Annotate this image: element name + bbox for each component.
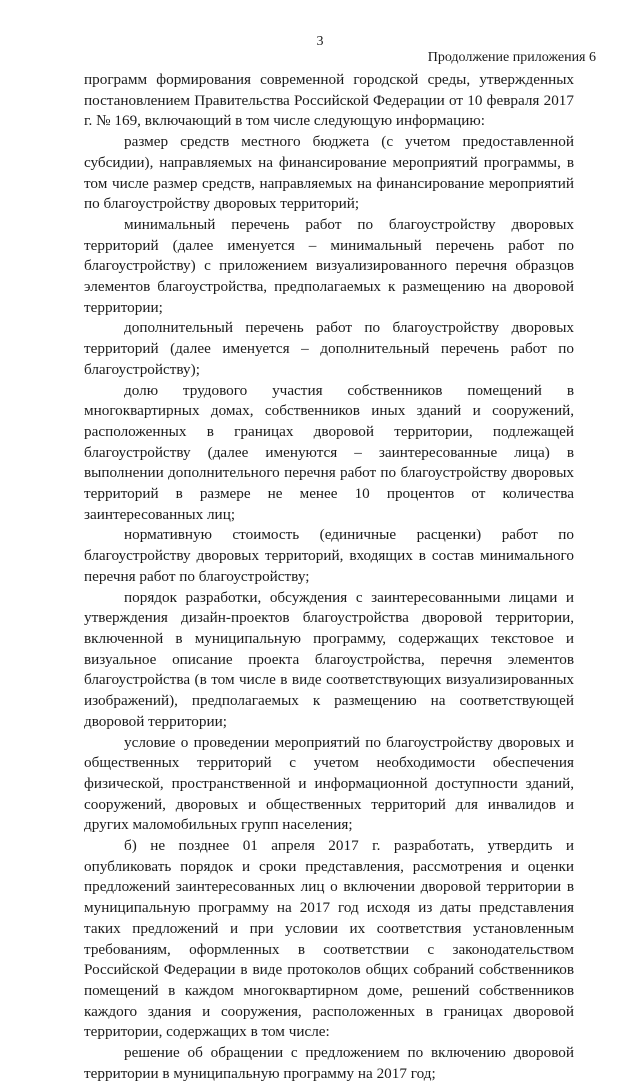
paragraph: программ формирования современной городской среды, утвержденных постановлением Правительства Российской Федерации от 10 февраля 2017 г. № 169, включающий в том числе следующую информацию: (84, 71, 574, 130)
page-number: 3 (316, 34, 324, 49)
paragraph: б) не позднее 01 апреля 2017 г. разработать, утвердить и опубликовать порядок и сроки представления, рассмотрения и оценки предложений заинтересованных лиц о включении дворовой территории в муниципальную программу на 2017 год исходя из даты представления таких предложений и при условии их соответствия установленным требованиям, оформленных в соответствии с законодательством Российской Федерации в виде протоколов общих собраний собственников помещений в каждом многоквартирном доме, решений собственников каждого здания и сооружения, расположенных в границах дворовой территории, содержащих в том числе: (84, 837, 574, 1041)
paragraph: минимальный перечень работ по благоустройству дворовых территорий (далее именуется – минимальный перечень работ по благоустройству) с приложением визуализированного перечня образцов элементов благоустройства, предполагаемых к размещению на дворовой территории; (84, 215, 574, 316)
paragraph: долю трудового участия собственников помещений в многоквартирных домах, собственников иных зданий и сооружений, расположенных в границах дворовой территории, подлежащей благоустройству (далее именуются – заинтересованные лица) в выполнении дополнительного перечня работ по благоустройству дворовых территорий в размере не менее 10 процентов от количества заинтересованных лиц; (84, 381, 574, 523)
paragraph: размер средств местного бюджета (с учетом предоставленной субсидии), направляемых на финансирование мероприятий программы, в том числе размер средств, направляемых на финансирование мероприятий по благоустройству дворовых территорий; (84, 133, 574, 213)
paragraph: дополнительный перечень работ по благоустройству дворовых территорий (далее именуется – дополнительный перечень работ по благоустройству); (84, 319, 574, 378)
appendix-continuation-note: Продолжение приложения 6 (427, 50, 596, 65)
paragraph: решение об обращении с предложением по включению дворовой территории в муниципальную программу на 2017 год; (84, 1044, 574, 1082)
paragraph: нормативную стоимость (единичные расценки) работ по благоустройству дворовых территорий, входящих в состав минимального перечня работ по благоустройству; (84, 526, 574, 585)
document-body (84, 70, 574, 1084)
paragraph: условие о проведении мероприятий по благоустройству дворовых и общественных территорий с учетом необходимости обеспечения физической, пространственной и информационной доступности зданий, сооружений, дворовых и общественных территорий для инвалидов и других маломобильных групп населения; (84, 733, 574, 834)
paragraph: порядок разработки, обсуждения с заинтересованными лицами и утверждения дизайн-проектов благоустройства дворовой территории, включенной в муниципальную программу, содержащих текстовое и визуальное описание проекта благоустройства, перечня элементов благоустройства (в том числе в виде соответствующих визуализированных изображений), предполагаемых к размещению на соответствующей дворовой территории; (84, 588, 574, 730)
